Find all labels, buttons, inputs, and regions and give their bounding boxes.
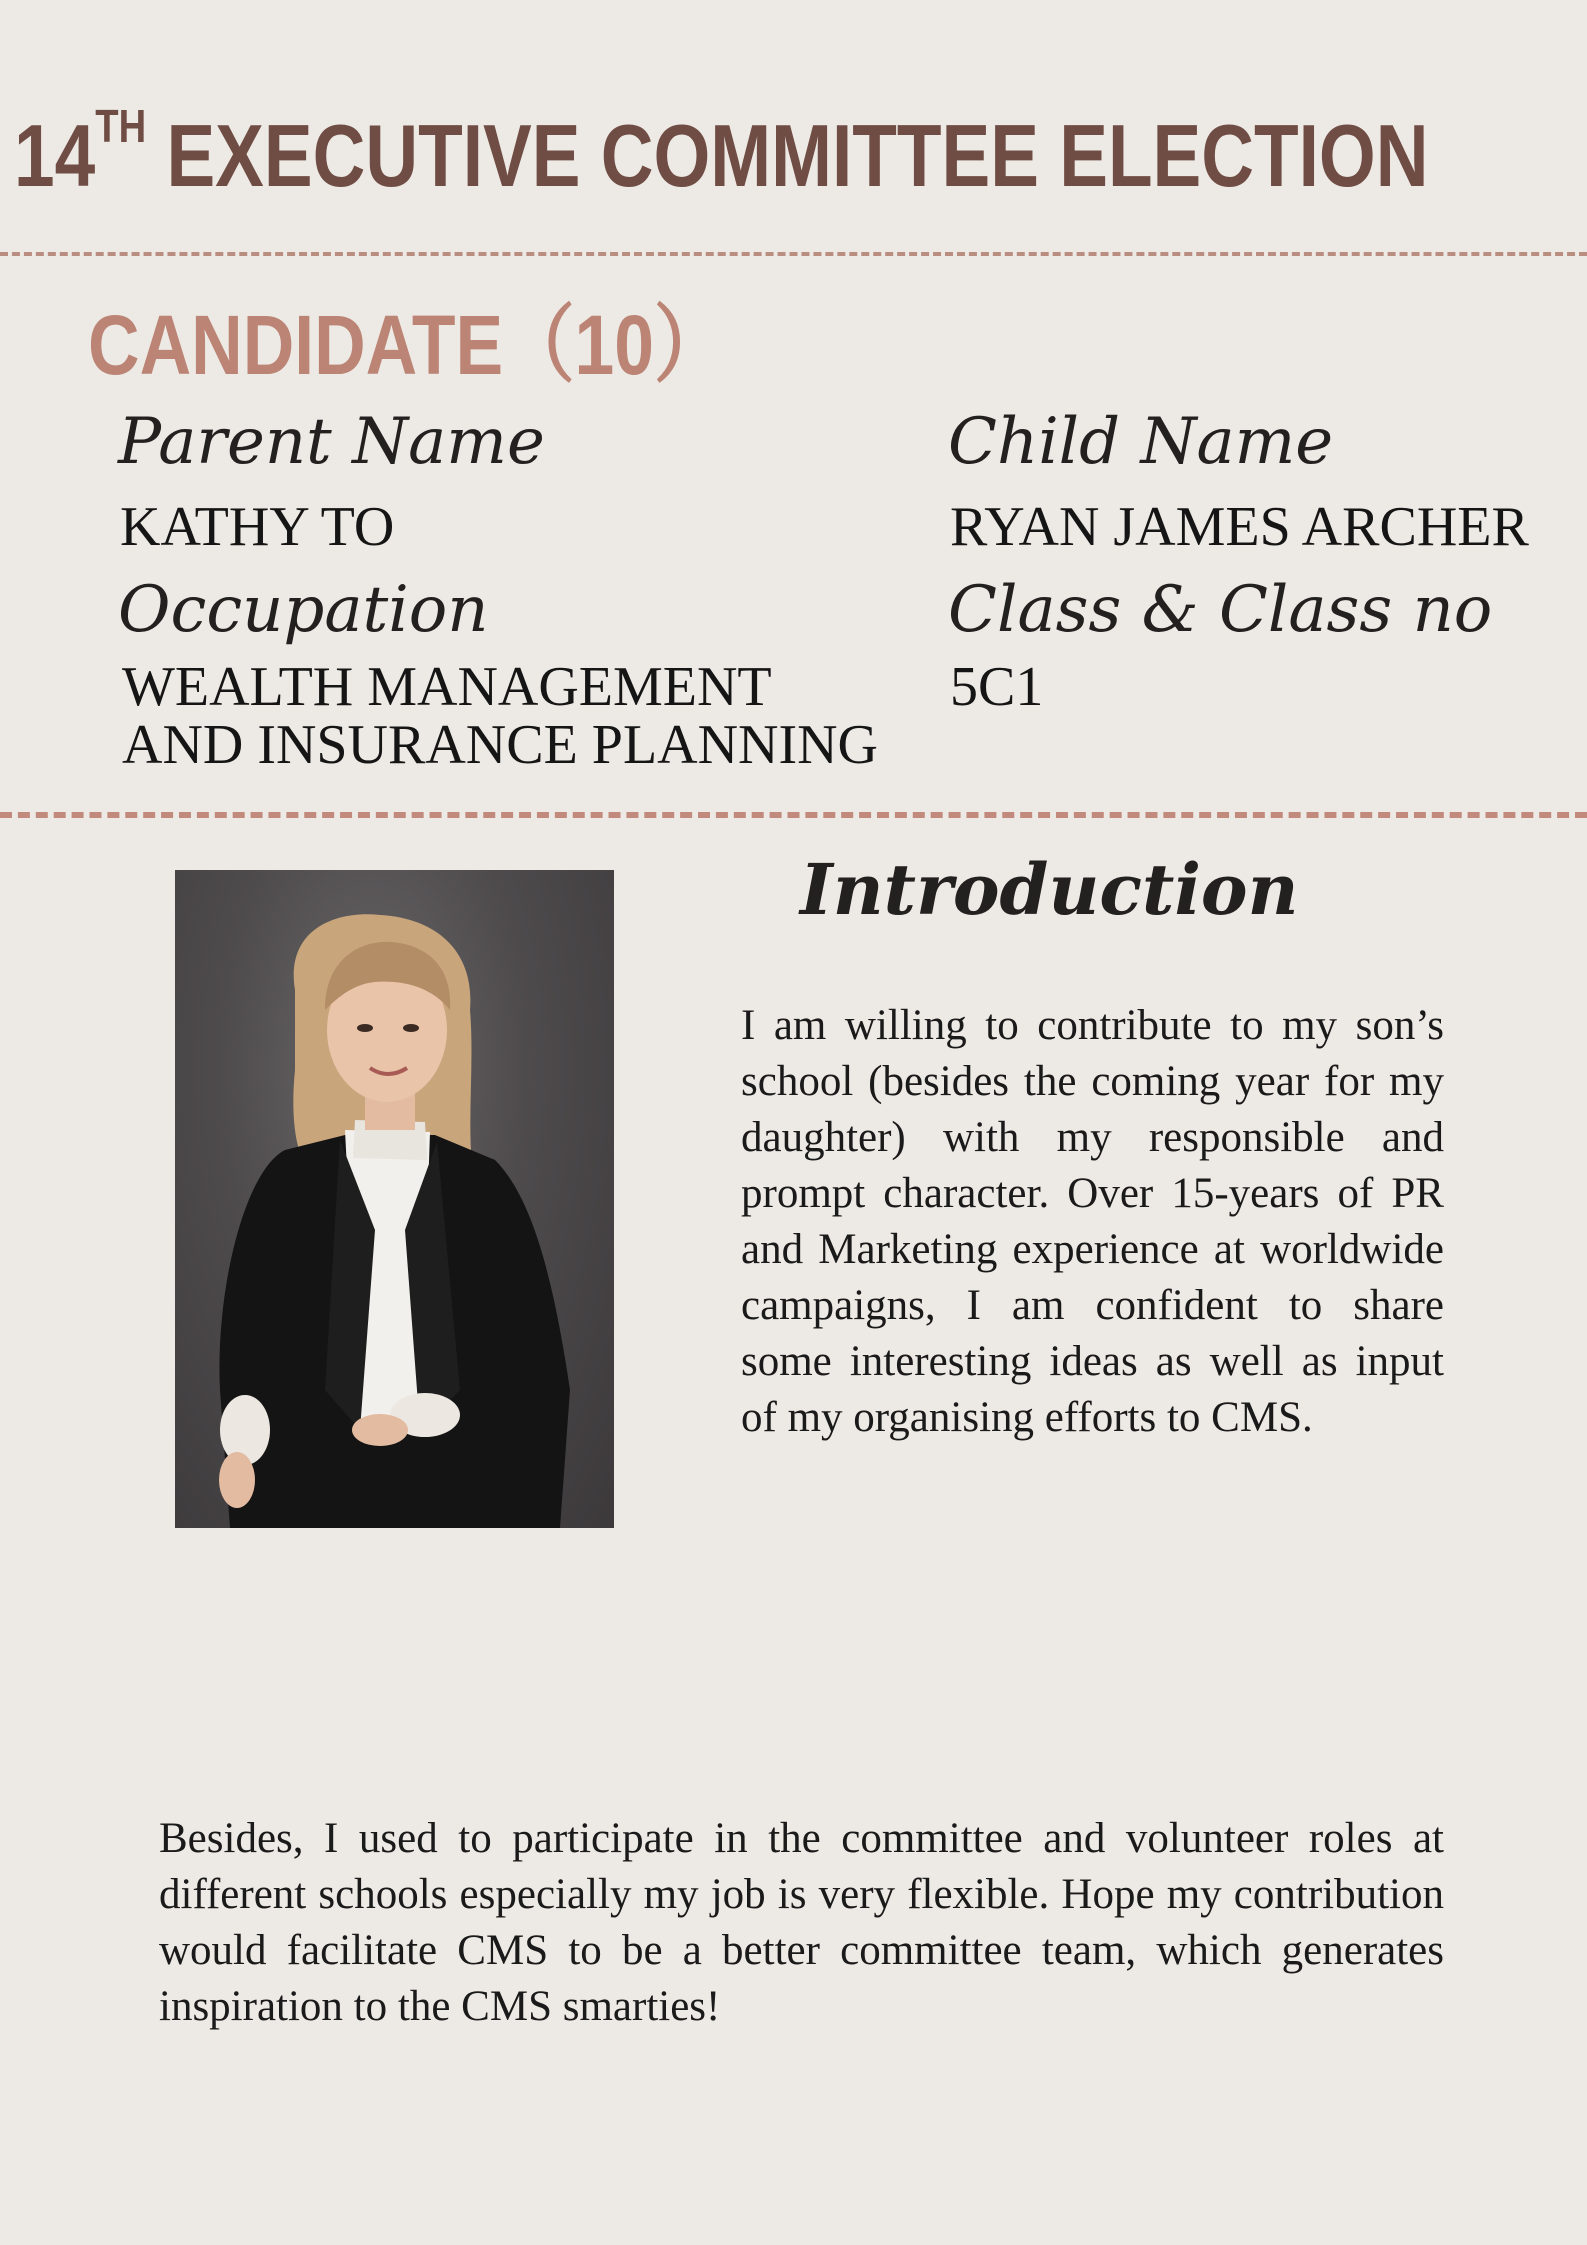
introduction-paragraph: I am willing to contribute to my son’s school (besides the coming year for my daughter) with my responsible and prompt character. Over 15-years of PR and Marketing experience at worldwide campaigns, I am confident to share some interesting ideas as well as input of my organising efforts to CMS. <box>741 1002 1444 1441</box>
title-text: EXECUTIVE COMMITTEE ELECTION <box>146 106 1429 205</box>
occupation-label: Occupation <box>118 573 489 647</box>
candidate-photo <box>175 870 614 1528</box>
top-dashed-divider <box>0 252 1587 256</box>
page-title <box>14 86 1429 226</box>
middle-dashed-divider <box>0 812 1587 818</box>
class-value: 5C1 <box>950 656 1044 718</box>
additional-paragraph: Besides, I used to participate in the committee and volunteer roles at different schools especially my job is very flexible. Hope my contribution would facilitate CMS to be a better committee team, which generates inspiration to the CMS smarties! <box>159 1815 1444 2030</box>
introduction-heading: Introduction <box>800 848 1299 931</box>
child-name-value: RYAN JAMES ARCHER <box>950 496 1529 558</box>
class-label: Class & Class no <box>948 573 1493 647</box>
candidate-label: CANDIDATE <box>88 298 504 392</box>
child-name-label: Child Name <box>948 405 1334 479</box>
title-ordinal: 14TH <box>14 100 147 205</box>
candidate-photo-illustration <box>175 870 614 1528</box>
parent-name-value: KATHY TO <box>120 496 395 558</box>
occupation-value-line2: AND INSURANCE PLANNING <box>122 714 878 776</box>
candidate-heading <box>88 290 725 400</box>
occupation-value-line1: WEALTH MANAGEMENT <box>122 656 772 718</box>
candidate-number: （10） <box>503 298 726 392</box>
parent-name-label: Parent Name <box>118 405 545 479</box>
